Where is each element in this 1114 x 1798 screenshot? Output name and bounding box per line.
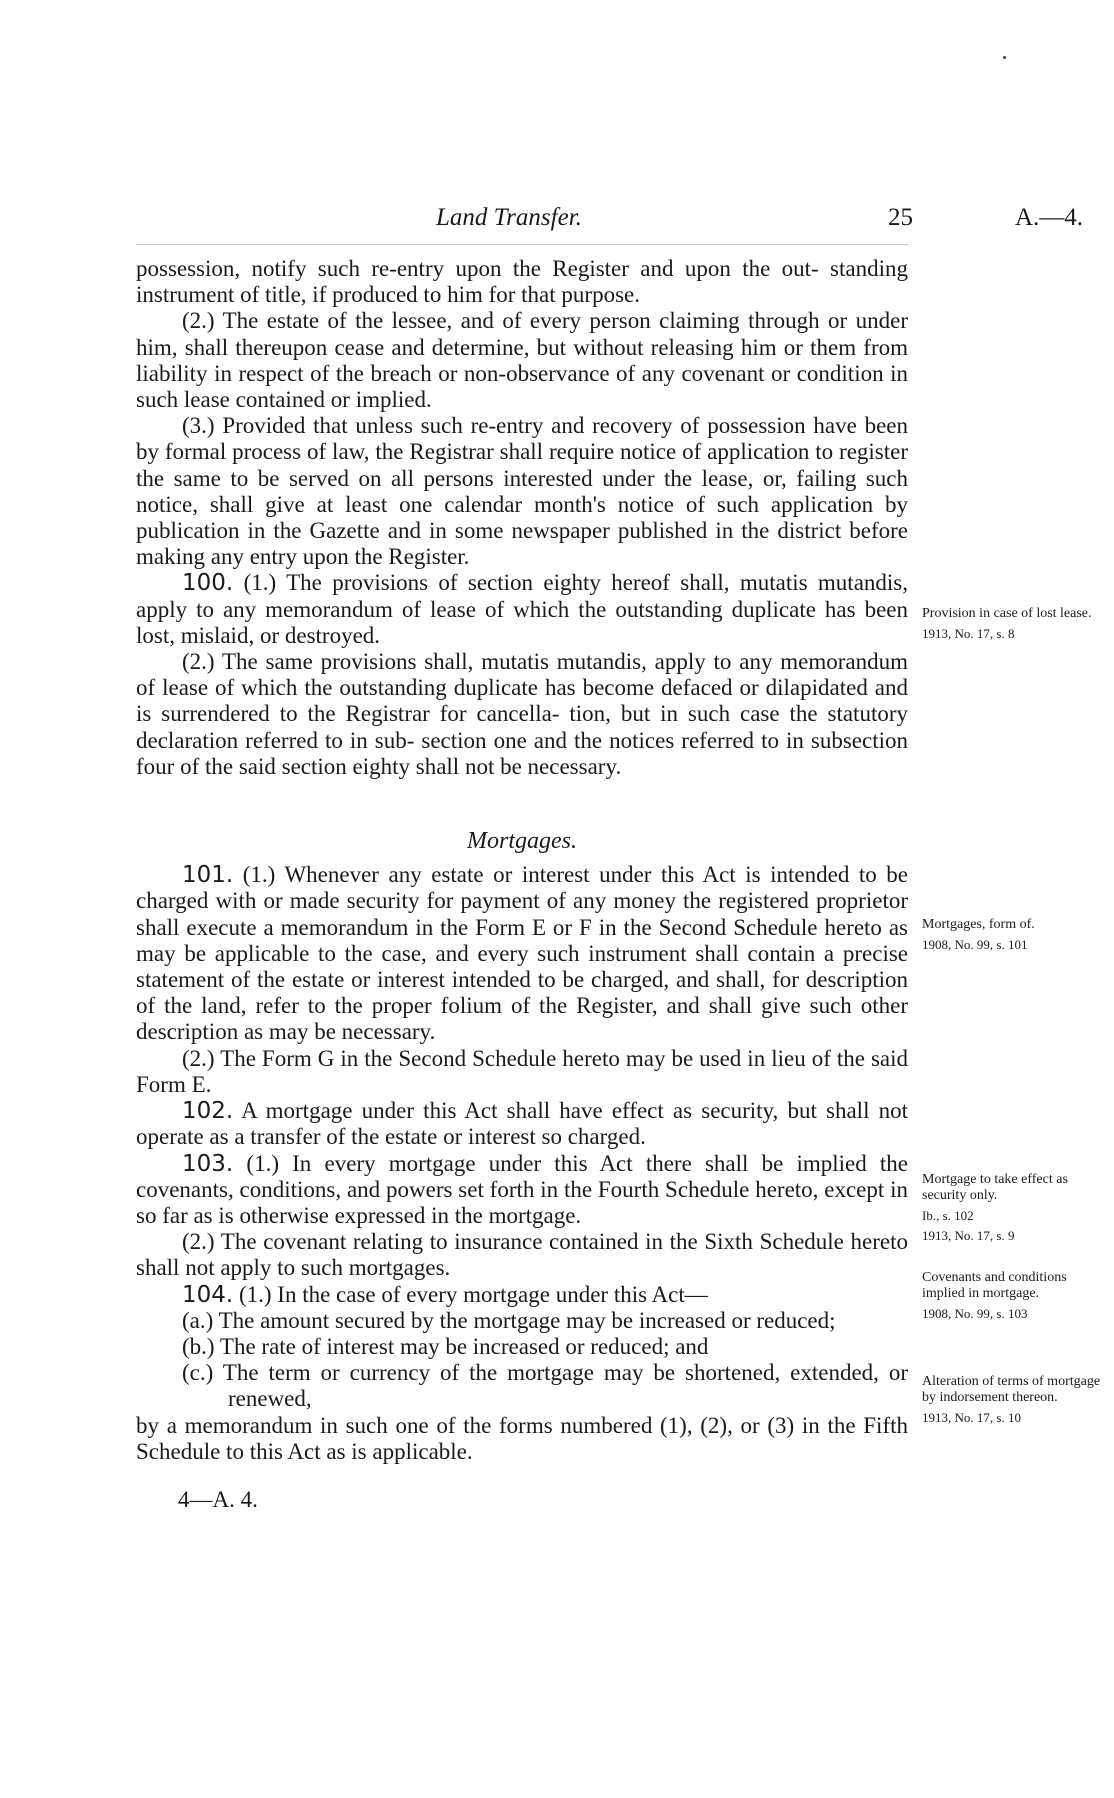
- margin-note-text: Covenants and conditions implied in mortgage.: [922, 1270, 1067, 1301]
- margin-note-102: [922, 1172, 1102, 1244]
- margin-note-text: Alteration of terms of mortgage by indorsement thereon.: [922, 1374, 1101, 1405]
- page-number: 25: [888, 204, 913, 231]
- section-103-1: [136, 1151, 908, 1230]
- section-100-1: [136, 570, 908, 649]
- section-number: 104.: [182, 1281, 234, 1308]
- section-text: (1.) In every mortgage under this Act there shall be implied the covenants, conditions, and powers set forth in the Fourth Schedule hereto, except in so far as is otherwise expressed in the mortgage.: [136, 1150, 909, 1228]
- section-number: 101.: [182, 862, 234, 889]
- margin-citation: 1908, No. 99, s. 101: [922, 937, 1028, 952]
- section-text: (1.) In the case of every mortgage under this Act—: [238, 1281, 708, 1307]
- margin-note-text: Mortgage to take effect as security only.: [922, 1172, 1068, 1203]
- clause-99-2: (2.) The estate of the lessee, and of every person claiming through or under him, shall thereupon cease and determine, but without releasing him or them from liability in respect of the breach or non-observance of any covenant or condition in such lease contained or implied.: [136, 308, 908, 413]
- margin-note-text: Mortgages, form of.: [922, 917, 1035, 932]
- section-102: [136, 1098, 908, 1150]
- running-title: Land Transfer.: [436, 204, 582, 231]
- margin-citation: 1908, No. 99, s. 103: [922, 1306, 1028, 1321]
- section-103-2: (2.) The covenant relating to insurance contained in the Sixth Schedule hereto shall not apply to such mortgages.: [136, 1229, 908, 1281]
- margin-citation: 1913, No. 17, s. 8: [922, 626, 1015, 641]
- printer-signature: 4—A. 4.: [178, 1486, 258, 1512]
- margin-note-101: [922, 917, 1102, 953]
- header-rule: [136, 244, 908, 245]
- section-101-1: [136, 862, 908, 1045]
- list-item-c: (c.) The term or currency of the mortgage may be shortened, extended, or renewed,: [182, 1360, 908, 1412]
- continued-paragraph: possession, notify such re-entry upon the Register and upon the out- standing instrument of title, if produced to him for that purpose.: [136, 256, 908, 308]
- section-104-1: [136, 1282, 908, 1308]
- list-item-a: (a.) The amount secured by the mortgage may be increased or reduced;: [182, 1307, 836, 1333]
- margin-note-104: [922, 1374, 1102, 1426]
- section-100-2: (2.) The same provisions shall, mutatis mutandis, apply to any memorandum of lease of which the outstanding duplicate has become defaced or dilapidated and is surrendered to the Registrar for cancella- tion, but in such case the statutory declaration referred to in sub- section one and the notices referred to in subsection four of the said section eighty shall not be necessary.: [136, 649, 908, 779]
- margin-citation: Ib., s. 102: [922, 1208, 974, 1223]
- main-text: [136, 256, 908, 1513]
- margin-citation: 1913, No. 17, s. 9: [922, 1228, 1015, 1243]
- stray-mark: [1003, 56, 1006, 59]
- clause-99-3: (3.) Provided that unless such re-entry and recovery of possession have been by formal process of law, the Registrar shall require notice of application to register the same to be served on all persons interested under the lease, or, failing such notice, shall give at least one calendar month's notice of such application by publication in the Gazette and in some newspaper published in the district before making any entry upon the Register.: [136, 413, 908, 570]
- margin-citation: 1913, No. 17, s. 10: [922, 1410, 1021, 1425]
- margin-note-100: [922, 606, 1102, 642]
- section-number: 100.: [182, 570, 234, 597]
- section-text: (1.) The provisions of section eighty hereof shall, mutatis mutandis, apply to any memorandum of lease of which the outstanding duplicate has been lost, mislaid, or destroyed.: [136, 570, 908, 648]
- margin-note-103: [922, 1270, 1102, 1322]
- section-104-tail: by a memorandum in such one of the forms numbered (1), (2), or (3) in the Fifth Schedule to this Act as is applicable.: [136, 1412, 908, 1464]
- section-heading: Mortgages.: [467, 828, 577, 855]
- section-101-2: (2.) The Form G in the Second Schedule hereto may be used in lieu of the said Form E.: [136, 1045, 908, 1097]
- section-number: 103.: [182, 1150, 234, 1177]
- section-text: A mortgage under this Act shall have effect as security, but shall not operate as a transfer of the estate or interest so charged.: [136, 1098, 909, 1150]
- list-item-b: (b.) The rate of interest may be increased or reduced; and: [182, 1333, 709, 1359]
- section-number: 102.: [182, 1098, 234, 1125]
- document-reference: A.—4.: [1015, 204, 1084, 231]
- page-header: [0, 204, 1114, 244]
- section-text: (1.) Whenever any estate or interest under this Act is intended to be charged with or made security for payment of any money the registered proprietor shall execute a memorandum in the Form E or F in the Second Schedule hereto as may be applicable to the case, and every such instrument shall contain a precise statement of the estate or interest intended to be charged, and shall, for description of the land, refer to the proper folium of the Register, and shall give such other description as may be necessary.: [136, 862, 908, 1045]
- margin-note-text: Provision in case of lost lease.: [922, 606, 1092, 621]
